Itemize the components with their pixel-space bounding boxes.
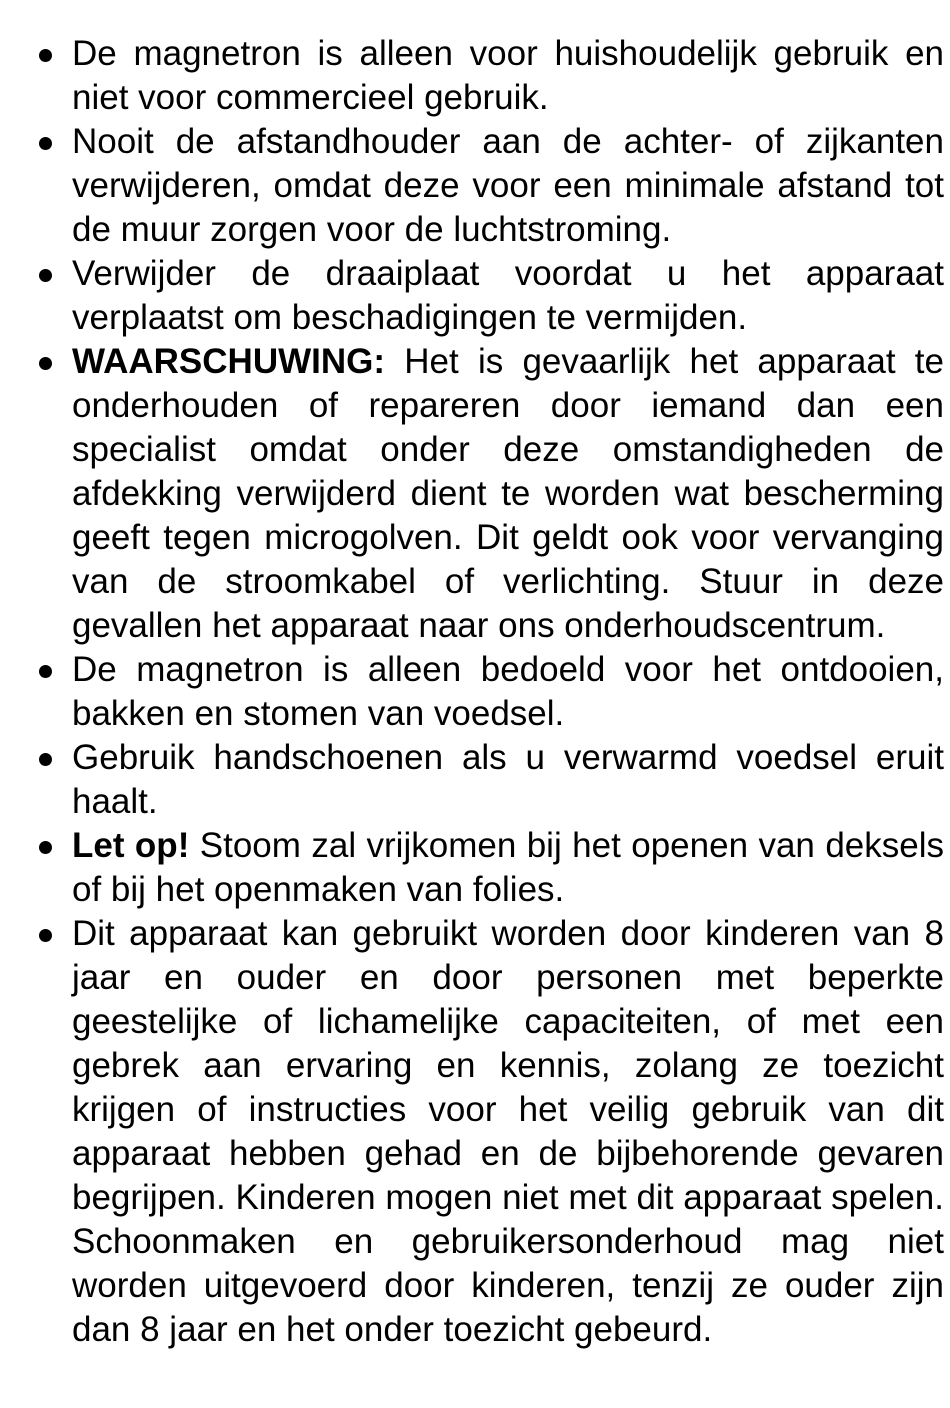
safety-instructions-list xyxy=(0,32,944,1352)
list-item xyxy=(0,648,944,736)
item-text: Nooit de afstandhouder aan de achter- of zijkanten verwijderen, omdat deze voor een minimale afstand tot de muur zorgen voor de luchtstroming. xyxy=(72,122,944,249)
list-item xyxy=(0,736,944,824)
bullet-dot-icon xyxy=(39,753,52,766)
list-item xyxy=(0,912,944,1352)
item-text: Verwijder de draaiplaat voordat u het apparaat verplaatst om beschadigingen te vermijden. xyxy=(72,254,944,337)
bullet-dot-icon xyxy=(39,137,52,150)
item-text: Dit apparaat kan gebruikt worden door kinderen van 8 jaar en ouder en door personen met beperkte geestelijke of lichamelijke capaciteiten, of met een gebrek aan ervaring en kennis, zolang ze toezicht krijgen of instructies voor het veilig gebruik van dit apparaat hebben gehad en de bijbehorende gevaren begrijpen. Kinderen mogen niet met dit apparaat spelen. Schoonmaken en gebruikersonderhoud mag niet worden uitgevoerd door kinderen, tenzij ze ouder zijn dan 8 jaar en het onder toezicht gebeurd. xyxy=(72,914,944,1349)
bullet-dot-icon xyxy=(39,929,52,942)
bullet-dot-icon xyxy=(39,269,52,282)
list-item-warning xyxy=(0,340,944,648)
list-item xyxy=(0,252,944,340)
item-text: Gebruik handschoenen als u verwarmd voedsel eruit haalt. xyxy=(72,738,944,821)
bullet-dot-icon xyxy=(39,665,52,678)
item-text: De magnetron is alleen voor huishoudelijk gebruik en niet voor commercieel gebruik. xyxy=(72,34,944,117)
list-item xyxy=(0,120,944,252)
list-item xyxy=(0,32,944,120)
caution-label: Let op! xyxy=(72,826,190,865)
item-text: Het is gevaarlijk het apparaat te onderhouden of repareren door iemand dan een specialist omdat onder deze omstandigheden de afdekking verwijderd dient te worden wat bescherming geeft tegen microgolven. Dit geldt ook voor vervanging van de stroomkabel of verlichting. Stuur in deze gevallen het apparaat naar ons onderhoudscentrum. xyxy=(72,342,944,645)
bullet-dot-icon xyxy=(39,49,52,62)
bullet-dot-icon xyxy=(39,841,52,854)
item-text: De magnetron is alleen bedoeld voor het ontdooien, bakken en stomen van voedsel. xyxy=(72,650,944,733)
item-text: Stoom zal vrijkomen bij het openen van deksels of bij het openmaken van folies. xyxy=(72,826,944,909)
list-item-caution xyxy=(0,824,944,912)
bullet-dot-icon xyxy=(39,357,52,370)
warning-label: WAARSCHUWING: xyxy=(72,342,386,381)
